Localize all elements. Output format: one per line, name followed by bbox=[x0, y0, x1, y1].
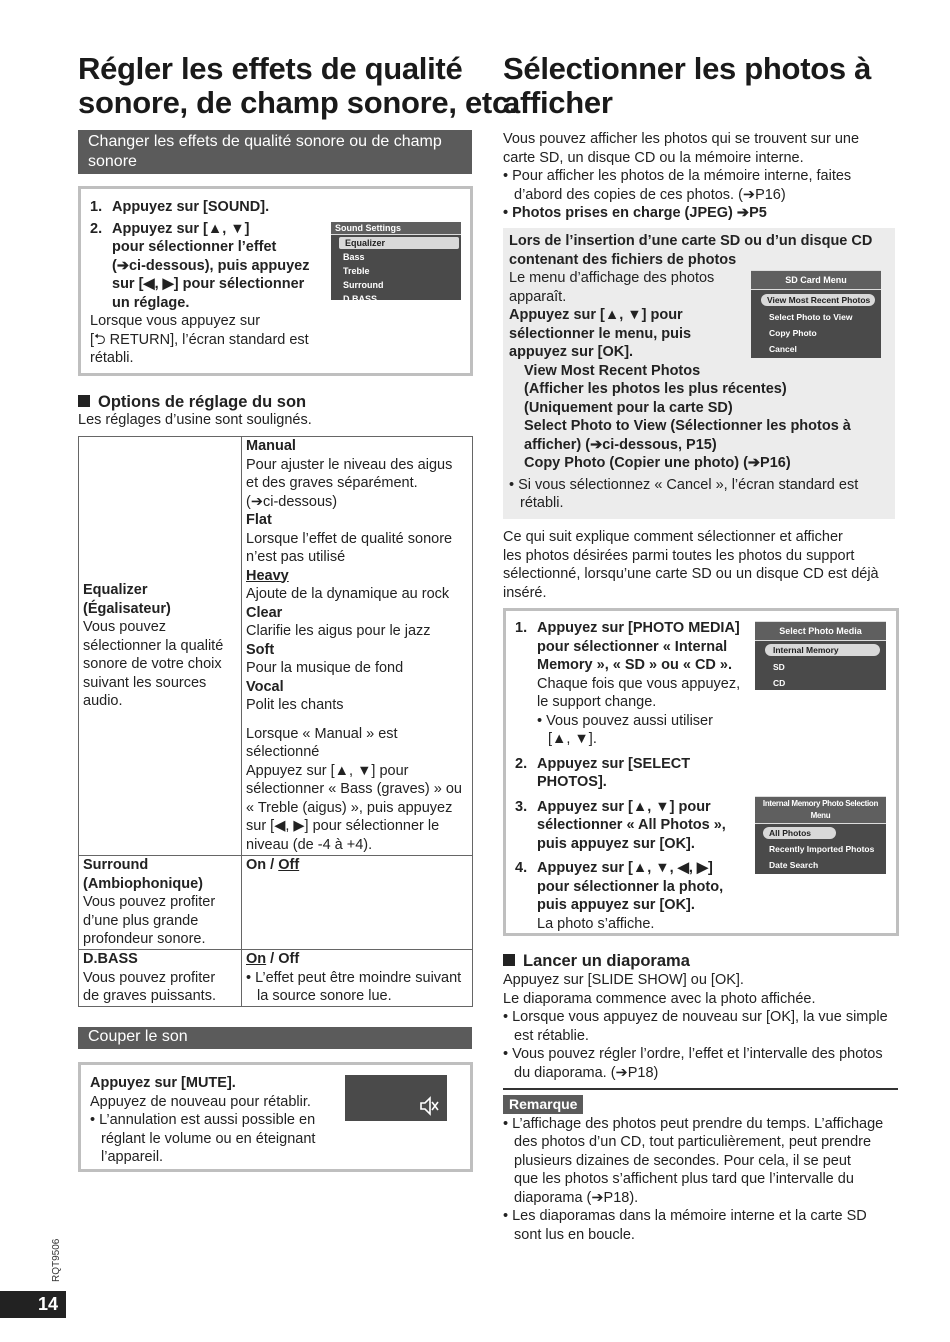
remarque-section: Remarque • L’affichage des photos peut prendre du temps. L’affichage des photos d’un CD, tout particulièrement, peut prendre plusieurs dizaines de secondes. Pour cela, il se peut que les photos s’affichent plus tard que l’intervalle du diaporama (➔P18). • Les diaporamas dans la mémoire interne et la carte SD sont lus en boucle. bbox=[503, 1096, 884, 1243]
photo-step-1: 1. Appuyez sur [PHOTO MEDIA] pour sélectionner « Internal Memory », « SD » ou « CD ». Chaque fois que vous appuyez, le support change. • Vous pouvez aussi utiliser [▲, ▼]. bbox=[515, 620, 741, 747]
mute-osd bbox=[345, 1075, 447, 1121]
mute-text: Appuyez sur [MUTE]. Appuyez de nouveau pour rétablir. • L’annulation est aussi possible en réglant le volume ou en éteignant l’appareil. bbox=[90, 1075, 316, 1165]
table-row-dbass bbox=[79, 950, 473, 1007]
page-number: 14 bbox=[0, 1291, 66, 1318]
photo-step-2: 2. Appuyez sur [SELECT PHOTOS]. bbox=[515, 755, 691, 790]
photo-steps bbox=[515, 619, 750, 933]
osd-sound-settings-header: Sound Settings bbox=[331, 222, 461, 235]
square-bullet-icon bbox=[78, 395, 90, 407]
dbass-options-cell: On / Off • L’effet peut être moindre suivant la source sonore lue. bbox=[242, 950, 473, 1007]
sound-steps bbox=[90, 198, 340, 368]
left-title-line2: sonore, de champ sonore, etc. bbox=[78, 85, 518, 120]
sound-step-2-note: Lorsque vous appuyez sur [⮌ RETURN], l’écran standard est rétabli. bbox=[90, 313, 309, 366]
sound-step-2: 2. Appuyez sur [▲, ▼] pour sélectionner l’effet (➔ci-dessous), puis appuyez sur [◀, ▶] pour sélectionner un réglage. bbox=[90, 220, 310, 311]
left-title bbox=[78, 52, 517, 120]
photo-step-3: 3. Appuyez sur [▲, ▼] pour sélectionner « All Photos », puis appuyez sur [OK]. bbox=[515, 798, 726, 852]
right-title bbox=[503, 52, 871, 120]
osd-select-photo-media bbox=[755, 621, 886, 690]
osd-sd-card-menu-header: SD Card Menu bbox=[751, 270, 881, 290]
intro-text: Vous pouvez afficher les photos qui se trouvent sur une carte SD, un disque CD ou la mémoire interne. • Pour afficher les photos de la mémoire interne, faites d’abord des copies de ces photos. (➔P16) • Photos prises en charge (JPEG) ➔P5 bbox=[503, 131, 860, 221]
sd-insert-text: Lors de l’insertion d’une carte SD ou d’un disque CD contenant des fichiers de photos Le menu d’affichage des photos apparaît. Appuyez sur [▲, ▼] pour sélectionner le menu, puis appuyez sur [OK]. View Most Recent Photos (Afficher les photos les plus récentes) (Uniquement pour la carte SD) Select Photo to View (Sélectionner les photos à afficher) (➔ci-dessous, P15) Copy Photo (Copier une photo) (➔P16) • Si vous sélectionnez « Cancel », l’écran standard est rétabli. bbox=[509, 233, 873, 511]
osd-sound-item-treble: Treble bbox=[343, 266, 370, 276]
equalizer-cell: Equalizer (Égalisateur) Vous pouvez sélectionner la qualité sonore de votre choix suivant les sources audio. bbox=[79, 437, 242, 856]
osd-sd-item-select-photo: Select Photo to View bbox=[769, 312, 853, 322]
remarque-rule bbox=[503, 1088, 898, 1090]
section-bar-mute-label: Couper le son bbox=[88, 1028, 188, 1045]
explanation-text: Ce qui suit explique comment sélectionner et afficher les photos désirées parmi toutes les photos du support sélectionné, lorsqu’une carte SD ou un disque CD est déjà inséré. bbox=[503, 529, 879, 601]
options-heading: Options de réglage du son bbox=[78, 392, 306, 412]
right-title-line1: Sélectionner les photos à bbox=[503, 51, 872, 86]
osd-sel-item-recent: Recently Imported Photos bbox=[769, 844, 875, 854]
osd-sel-item-folder: Folder Search bbox=[769, 876, 826, 886]
dbass-cell: D.BASS Vous pouvez profiter de graves puissants. bbox=[79, 950, 242, 1007]
table-row-surround bbox=[79, 856, 473, 950]
table-row-equalizer bbox=[79, 437, 473, 856]
osd-media-item-internal: Internal Memory bbox=[765, 644, 880, 656]
section-bar-mute bbox=[78, 1027, 472, 1049]
osd-sd-item-cancel: Cancel bbox=[769, 344, 797, 354]
osd-sel-item-date: Date Search bbox=[769, 860, 819, 870]
equalizer-options-cell: Manual Pour ajuster le niveau des aigus et des graves séparément. (➔ci-dessous) Flat Lorsque l’effet de qualité sonore n’est pas utilisé Heavy Ajoute de la dynamique au rock Clear Clarifie les aigus pour le jazz Soft Pour la musique de fond Vocal Polit les chants Lorsque « Manual » est sélectionné Appuyez sur [▲, ▼] pour sélectionner « Bass (graves) » ou « Treble (aigus) », puis appuyez sur [◀, ▶] pour sélectionner le niveau (de -4 à +4). bbox=[242, 437, 473, 856]
sound-options-table bbox=[78, 436, 473, 1007]
osd-media-item-sd: SD bbox=[773, 662, 785, 672]
options-subtitle: Les réglages d’usine sont soulignés. bbox=[78, 412, 312, 428]
osd-sound-settings bbox=[331, 222, 461, 304]
osd-sound-item-equalizer: Equalizer bbox=[339, 237, 459, 249]
osd-sel-item-all-photos: All Photos bbox=[763, 827, 836, 839]
osd-sd-item-view-recent: View Most Recent Photos bbox=[761, 294, 875, 306]
osd-sound-item-surround: Surround bbox=[343, 280, 384, 290]
left-title-line1: Régler les effets de qualité bbox=[78, 51, 463, 86]
section-bar-sound-effects-label: Changer les effets de qualité sonore ou de champ sonore bbox=[88, 133, 442, 170]
surround-cell: Surround (Ambiophonique) Vous pouvez profiter d’une plus grande profondeur sonore. bbox=[79, 856, 242, 950]
section-bar-sound-effects bbox=[78, 130, 472, 174]
osd-sd-item-copy-photo: Copy Photo bbox=[769, 328, 817, 338]
osd-media-item-cd: CD bbox=[773, 678, 786, 688]
slideshow-text: Appuyez sur [SLIDE SHOW] ou [OK]. Le diaporama commence avec la photo affichée. • Lorsque vous appuyez de nouveau sur [OK], la vue simple est rétablie. • Vous pouvez régler l’ordre, l’effet et l’intervalle des photos du diaporama. (➔P18) bbox=[503, 972, 888, 1081]
osd-selection-header: Internal Memory Photo Selection Menu bbox=[755, 796, 886, 824]
osd-sound-item-bass: Bass bbox=[343, 252, 365, 262]
remarque-label: Remarque bbox=[503, 1095, 583, 1114]
right-title-line2: afficher bbox=[503, 85, 613, 120]
surround-options-cell: On / Off bbox=[242, 856, 473, 950]
slideshow-heading: Lancer un diaporama bbox=[503, 951, 690, 971]
osd-photo-selection-menu bbox=[755, 796, 886, 886]
document-code: RQT9506 bbox=[51, 1238, 62, 1282]
sound-step-1: 1. Appuyez sur [SOUND]. bbox=[90, 199, 270, 215]
square-bullet-icon bbox=[503, 954, 515, 966]
mute-speaker-icon bbox=[419, 1095, 439, 1117]
osd-sound-item-dbass: D.BASS bbox=[343, 294, 378, 304]
osd-sd-card-menu bbox=[751, 270, 881, 358]
photo-step-4: 4. Appuyez sur [▲, ▼, ◀, ▶] pour sélectionner la photo, puis appuyez sur [OK]. La photo s’affiche. bbox=[515, 860, 724, 932]
osd-media-header: Select Photo Media bbox=[755, 621, 886, 641]
